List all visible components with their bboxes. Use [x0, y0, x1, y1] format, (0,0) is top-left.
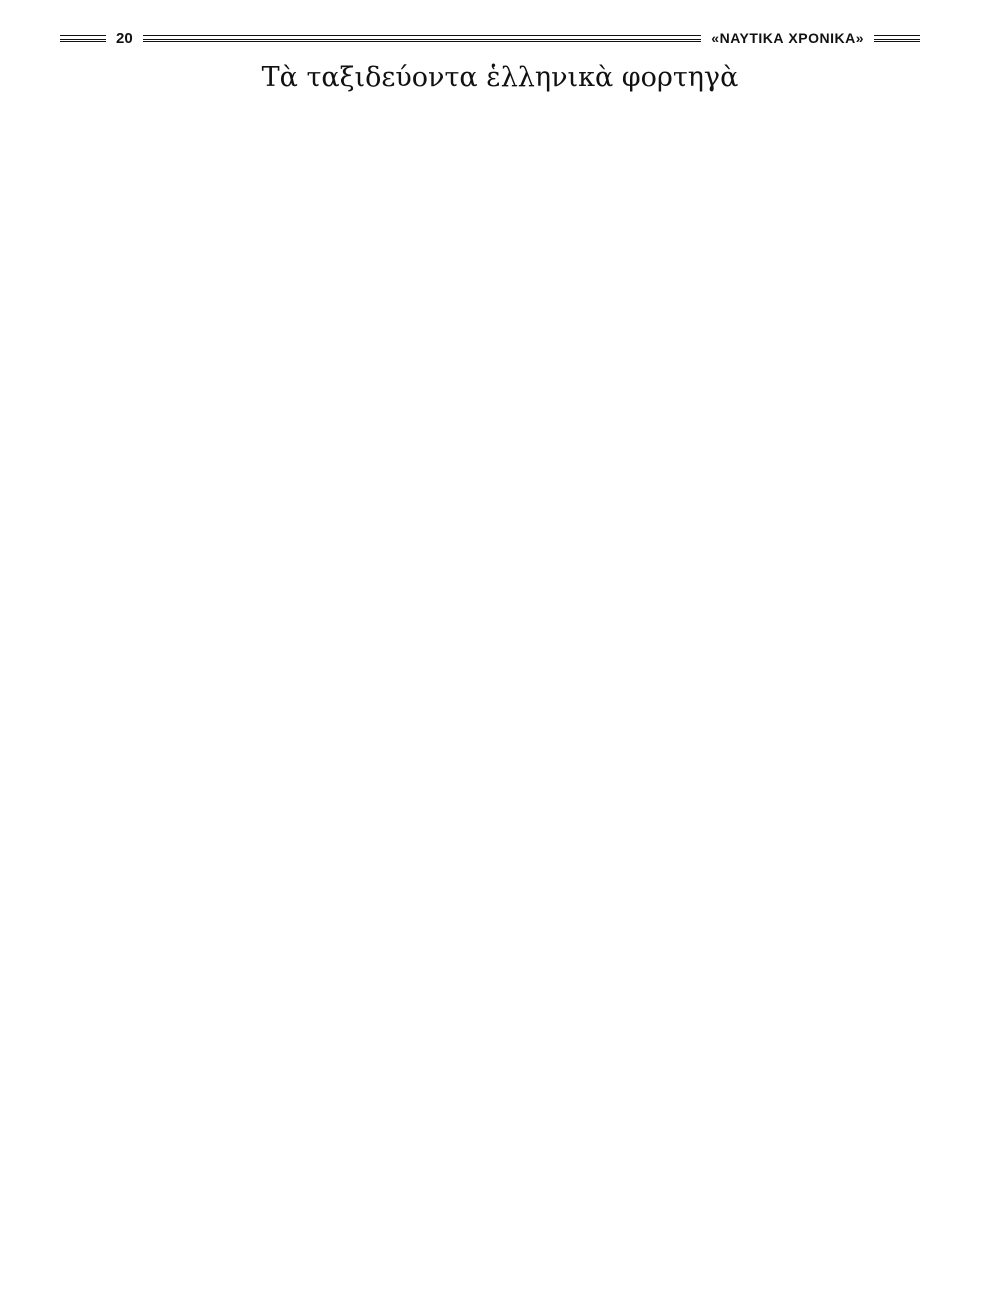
page-number: 20	[116, 29, 133, 47]
header-rule-left	[60, 35, 106, 42]
header-rule-right	[874, 35, 920, 42]
page-title: Τὰ ταξιδεύοντα ἑλληνικὰ φορτηγὰ	[261, 62, 739, 93]
magazine-title: «ΝΑΥΤΙΚΑ ΧΡΟΝΙΚΑ»	[711, 30, 864, 46]
header-rule-middle	[143, 35, 702, 42]
page-header	[60, 26, 920, 50]
